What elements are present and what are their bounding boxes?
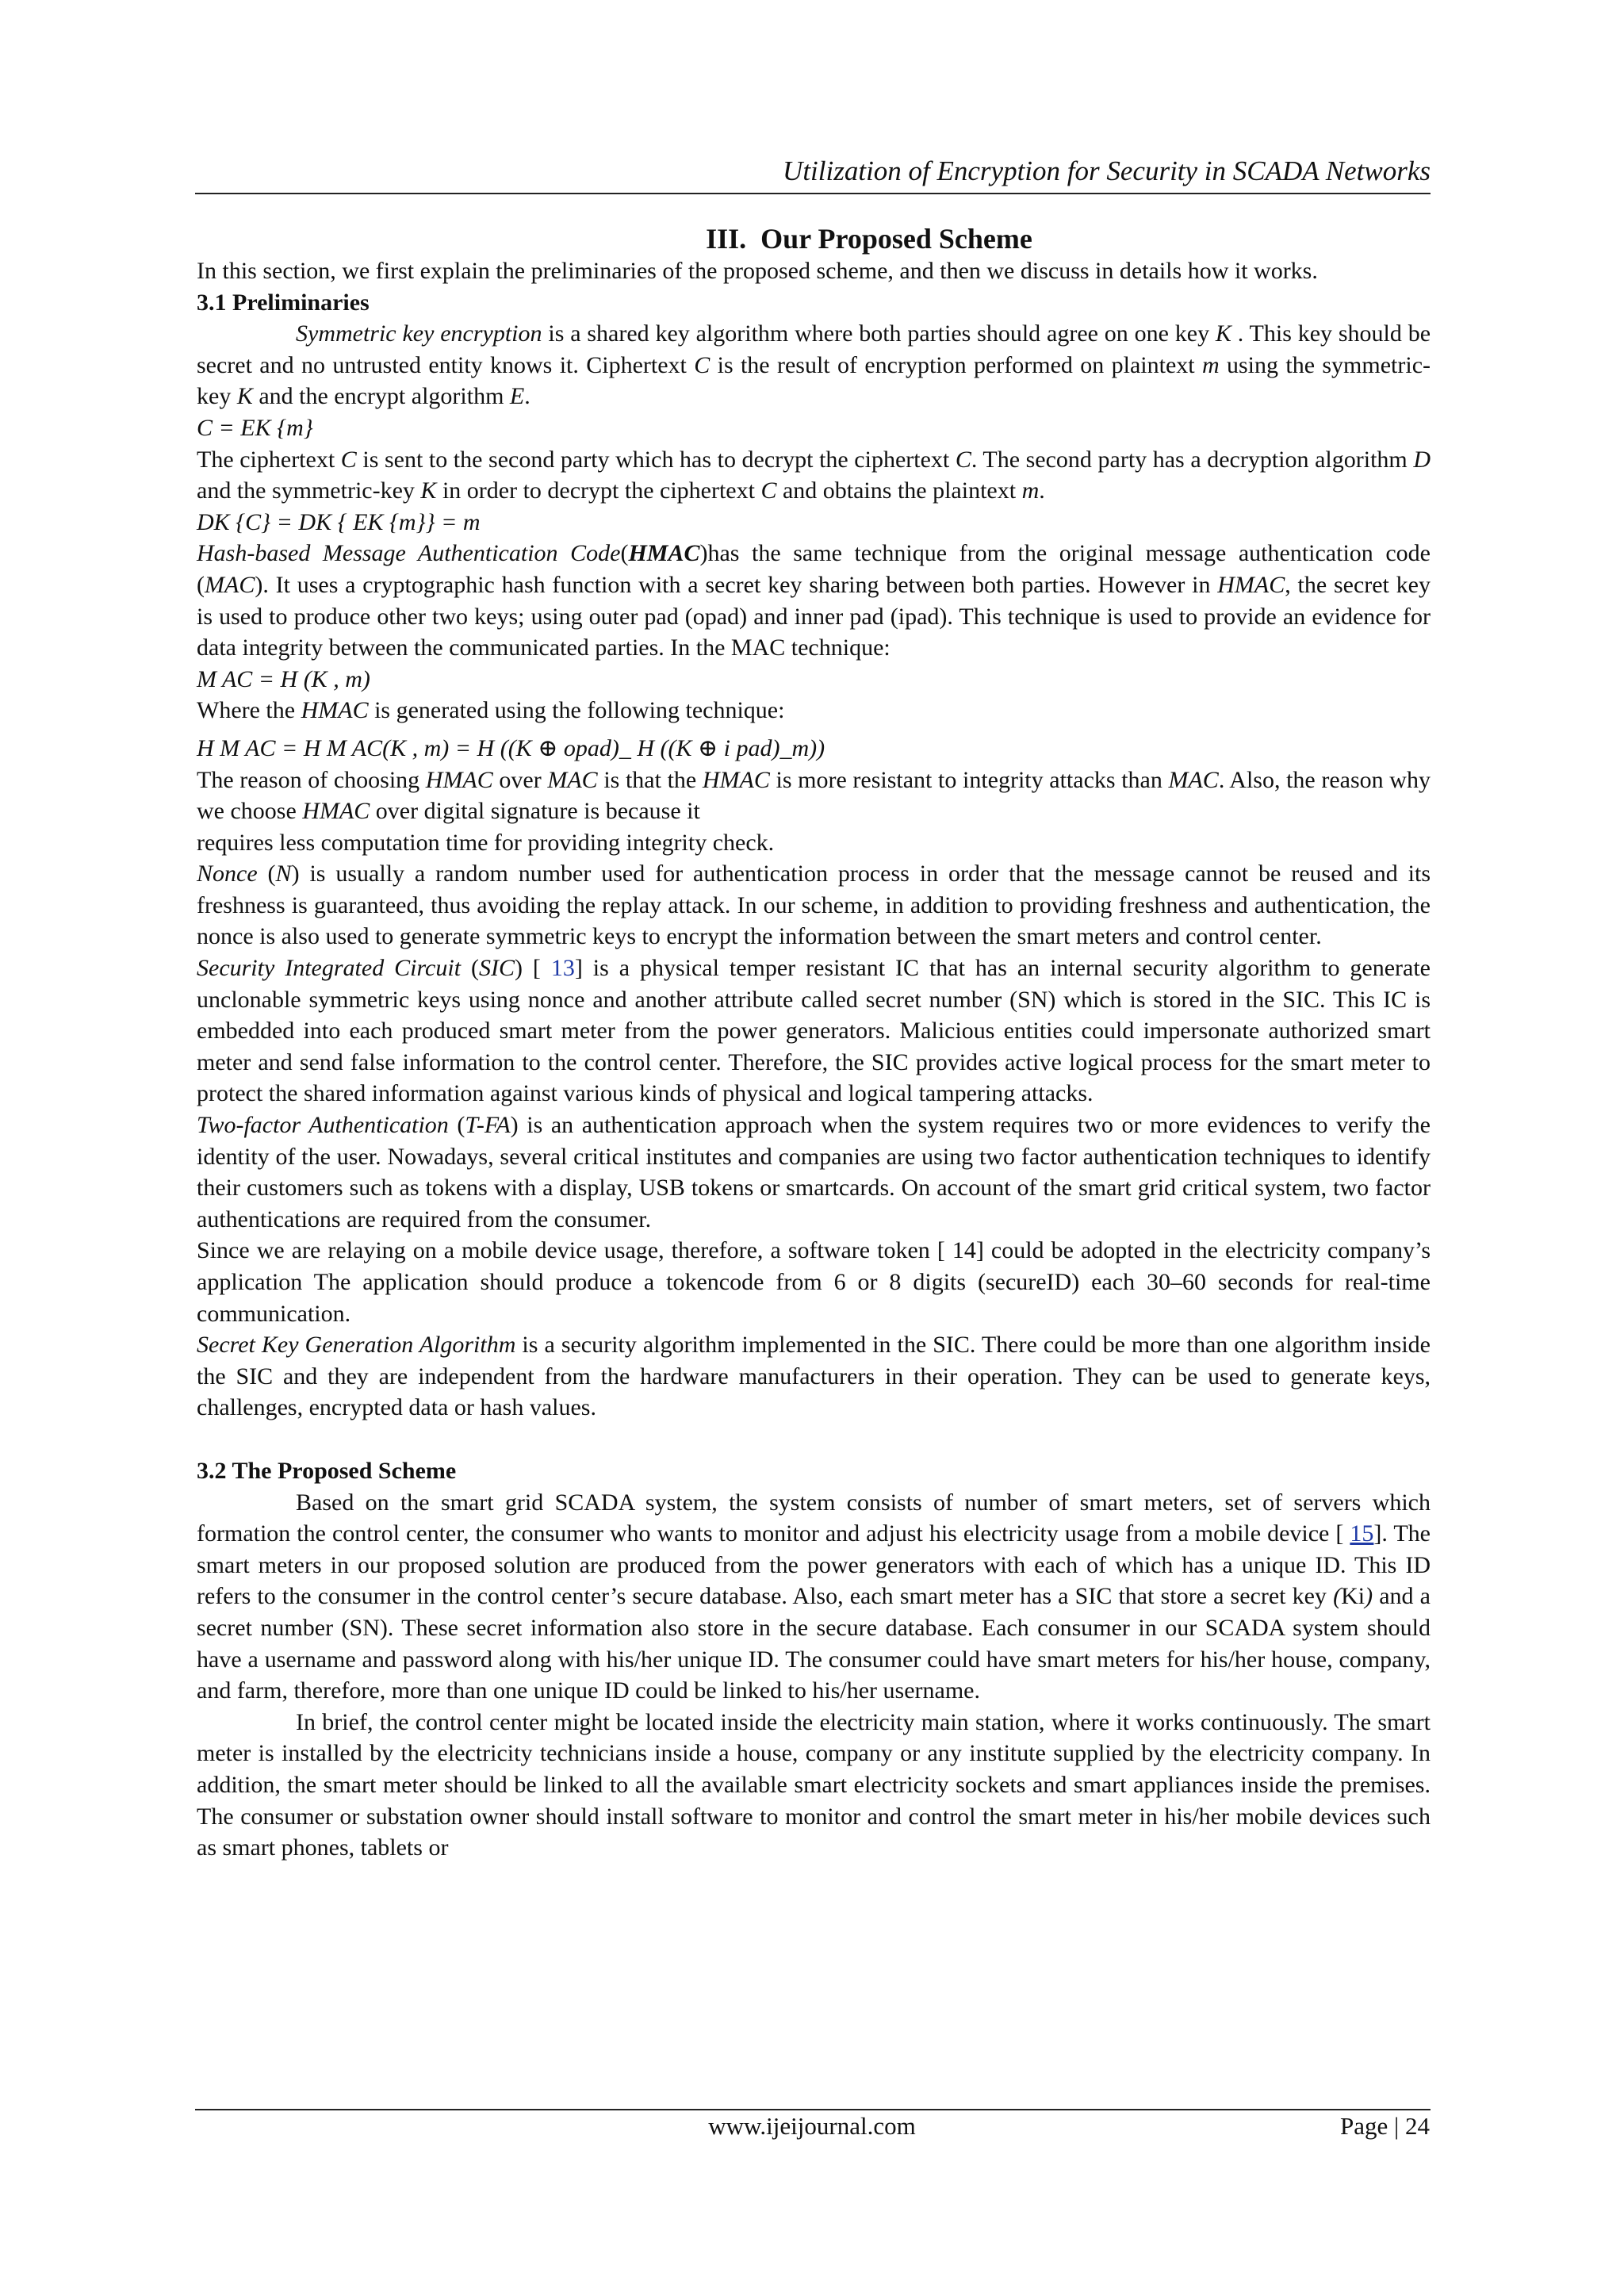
ske-text: is the result of encryption performed on plaintext — [710, 351, 1202, 378]
scheme-paragraph-2: In brief, the control center might be located inside the electricity main station, where it works continuously. The smart meter is installed by the electricity technicians inside a house, company or any institute supplied by the electricity company. In addition, the smart meter should be linked to all the available smart electricity sockets and smart appliances inside the premises. The consumer or substation owner should install software to monitor and control the smart meter in his/her mobile devices such as smart phones, tablets or — [197, 1708, 1431, 1861]
reason-text: . Also, the reason why we choose — [197, 766, 1431, 825]
tfa-abbr: T-FA — [465, 1112, 511, 1139]
footer-rule — [195, 2109, 1431, 2110]
header-rule — [195, 193, 1431, 194]
citation-link[interactable]: 15 — [1350, 1520, 1374, 1547]
dec-text: . — [1039, 477, 1045, 504]
hmac-var: HMAC — [1217, 571, 1285, 598]
page-number: Page | 24 — [1340, 2112, 1430, 2140]
hmac-abbr: HMAC — [628, 540, 700, 567]
dec-text: is sent to the second party which has to decrypt the ciphertext — [356, 446, 956, 473]
sic-paragraph — [197, 953, 1431, 1110]
scheme-text: ]. The smart meters in our proposed solution are produced from the power generators with each of which has a unique ID. This ID refers to the consumer in the control center’s secure database. Also, each smart meter has a SIC that store a secret key — [197, 1520, 1431, 1610]
tfa-text: ) is an authentication approach when the system requires two or more evidences to verify the identity of the user. Nowadays, several critical institutes and companies are using two factor authentication techniques to identify their customers such as tokens with a display, USB tokens or smartcards. On account of the smart grid critical system, two factor authentications are required from the consumer. — [197, 1112, 1431, 1232]
ske-text: . This key should be secret and no untrusted entity knows it. Ciphertext — [197, 320, 1431, 378]
scheme-text: and a secret number (SN). These secret information also store in the secure database. Each consumer in our SCADA system should have a username and password along with his/her unique ID. The consumer could have smart meters for his/her house, company, and farm, therefore, more than one unique ID could be linked to his/her username. — [197, 1583, 1431, 1704]
decrypt-paragraph — [197, 444, 1431, 507]
ske-term: Symmetric key encryption — [296, 320, 542, 347]
ske-text: using the symmetric-key — [197, 351, 1431, 410]
dec-var: D — [1413, 446, 1431, 473]
dec-var: C — [340, 446, 357, 473]
scheme-paragraph-1 — [197, 1487, 1431, 1707]
section-title — [197, 222, 1431, 255]
ske-text: and the encrypt algorithm — [252, 383, 510, 410]
reason-text: is more resistant to integrity attacks than — [769, 766, 1169, 793]
dec-var: K — [420, 477, 437, 504]
main-content — [197, 222, 1431, 1864]
scheme-text: Based on the smart grid SCADA system, the system consists of number of smart meters, set of servers which formation the control center, the consumer who wants to monitor and adjust his electricity usage from a mobile device [ — [197, 1489, 1431, 1547]
citation-link[interactable]: 13 — [550, 955, 575, 982]
where-var: HMAC — [301, 697, 369, 724]
ske-var: m — [1201, 351, 1220, 378]
intro-paragraph: In this section, we first explain the preliminaries of the proposed scheme, and then we discuss in details how it works. — [197, 258, 1318, 284]
dec-text: in order to decrypt the ciphertext — [436, 477, 761, 504]
tfa-paragraph — [197, 1110, 1431, 1235]
running-header: Utilization of Encryption for Security in SCADA Networks — [783, 155, 1431, 186]
hmac-text: ) — [699, 540, 708, 567]
reason-text: The reason of choosing — [197, 766, 426, 793]
reason-text: over — [492, 766, 548, 793]
ske-var: E — [509, 383, 525, 410]
hmac-term: Hash-based Message Authentication Code — [197, 540, 621, 567]
scheme-heading: 3.2 The Proposed Scheme — [197, 1457, 457, 1484]
equation-decrypt: DK {C} = DK { EK {m}} = m — [197, 508, 481, 535]
sic-text: ) [ — [514, 955, 551, 982]
hmac-text: has the same technique from the original message authentication code ( — [197, 540, 1431, 598]
nonce-text: ) is usually a random number used for authentication process in order that the message cannot be reused and its freshness is guaranteed, thus avoiding the replay attack. In our scheme, in addition to providing freshness and authentication, the nonce is also used to generate symmetric keys to encrypt the information between the smart meters and control center. — [197, 861, 1431, 950]
sic-abbr: SIC — [478, 955, 515, 982]
ske-paragraph — [197, 318, 1431, 412]
nonce-term: Nonce — [197, 861, 258, 887]
where-paragraph — [197, 695, 1431, 726]
hmac-text: , the secret key is used to produce other two keys; using outer pad (opad) and inner pad (ipad). This technique is used to provide an evidence for data integrity between the communicated parties. In the MAC technique: — [197, 571, 1431, 661]
nonce-var: N — [275, 861, 292, 887]
dec-text: and the symmetric-key — [197, 477, 421, 504]
reason-var: MAC — [1168, 766, 1219, 793]
footer-url[interactable]: www.ijeijournal.com — [708, 2112, 916, 2140]
token-paragraph: Since we are relaying on a mobile device usage, therefore, a software token [ 14] could be adopted in the electricity company’s application The application should produce a tokencode from 6 or 8 digits (secureID) each 30–60 seconds for real-time communication. — [197, 1237, 1431, 1327]
reason-var: HMAC — [425, 766, 493, 793]
where-text: is generated using the following technique: — [368, 697, 785, 724]
scheme-var: Ki — [1341, 1583, 1365, 1610]
dec-text: . The second party has a decryption algorithm — [971, 446, 1414, 473]
paragraph-gap — [197, 1424, 1431, 1455]
tfa-text: ( — [448, 1112, 465, 1139]
nonce-text: ( — [257, 861, 276, 887]
section-title-text: Our Proposed Scheme — [760, 223, 1032, 255]
section-number: III. — [706, 223, 747, 255]
hmac-text: ( — [620, 540, 629, 567]
reason-var: MAC — [547, 766, 598, 793]
preliminaries-heading: 3.1 Preliminaries — [197, 289, 370, 316]
scheme-var: ) — [1365, 1583, 1373, 1610]
reason-paragraph — [197, 765, 1431, 827]
sic-text: ( — [461, 955, 479, 982]
equation-encrypt: C = EK {m} — [197, 414, 313, 441]
ske-var: K — [1215, 320, 1231, 347]
where-text: Where the — [197, 697, 301, 724]
reason-var: HMAC — [702, 766, 770, 793]
reason-var: HMAC — [302, 798, 370, 825]
ske-text: . — [524, 383, 530, 410]
equation-hmac: H M AC = H M AC(K , m) = H ((K ⊕ opad)_ H ((K ⊕ i pad)_m)) — [197, 734, 825, 761]
skga-term: Secret Key Generation Algorithm — [197, 1332, 516, 1359]
dec-text: The ciphertext — [197, 446, 341, 473]
dec-var: C — [955, 446, 971, 473]
hmac-paragraph — [197, 538, 1431, 663]
equation-mac: M AC = H (K , m) — [197, 665, 370, 692]
scheme-var: ( — [1333, 1583, 1342, 1610]
hmac-var: MAC — [205, 571, 255, 598]
sic-text: ] is a physical temper resistant IC that has an internal security algorithm to generate unclonable symmetric keys using nonce and another attribute called secret number (SN) which is stored in the SIC. This IC is embedded into each produced smart meter from the power generators. Malicious entities could impersonate authorized smart meter and send false information to the control center. Therefore, the SIC provides active logical process for the smart meter to protect the shared information against various kinds of physical and logical tampering attacks. — [197, 955, 1431, 1107]
tfa-term: Two-factor Authentication — [197, 1112, 449, 1139]
dec-text: and obtains the plaintext — [776, 477, 1022, 504]
ske-text: is a shared key algorithm where both parties should agree on one key — [542, 320, 1216, 347]
skga-paragraph — [197, 1329, 1431, 1424]
ske-var: K — [236, 383, 253, 410]
nonce-paragraph — [197, 858, 1431, 953]
reason-text: over digital signature is because it — [370, 798, 700, 825]
ske-var: C — [694, 351, 710, 378]
hmac-text: ). It uses a cryptographic hash function with a secret key sharing between both parties. However in — [255, 571, 1218, 598]
dec-var: m — [1021, 477, 1040, 504]
dec-var: C — [760, 477, 777, 504]
reason-text: is that the — [597, 766, 703, 793]
reason-continued: requires less computation time for providing integrity check. — [197, 829, 775, 856]
skga-text: is a security algorithm implemented in the SIC. There could be more than one algorithm inside the SIC and they are independent from the hardware manufacturers in their operation. They can be used to generate keys, challenges, encrypted data or hash values. — [197, 1332, 1431, 1421]
sic-term: Security Integrated Circuit — [197, 955, 462, 982]
